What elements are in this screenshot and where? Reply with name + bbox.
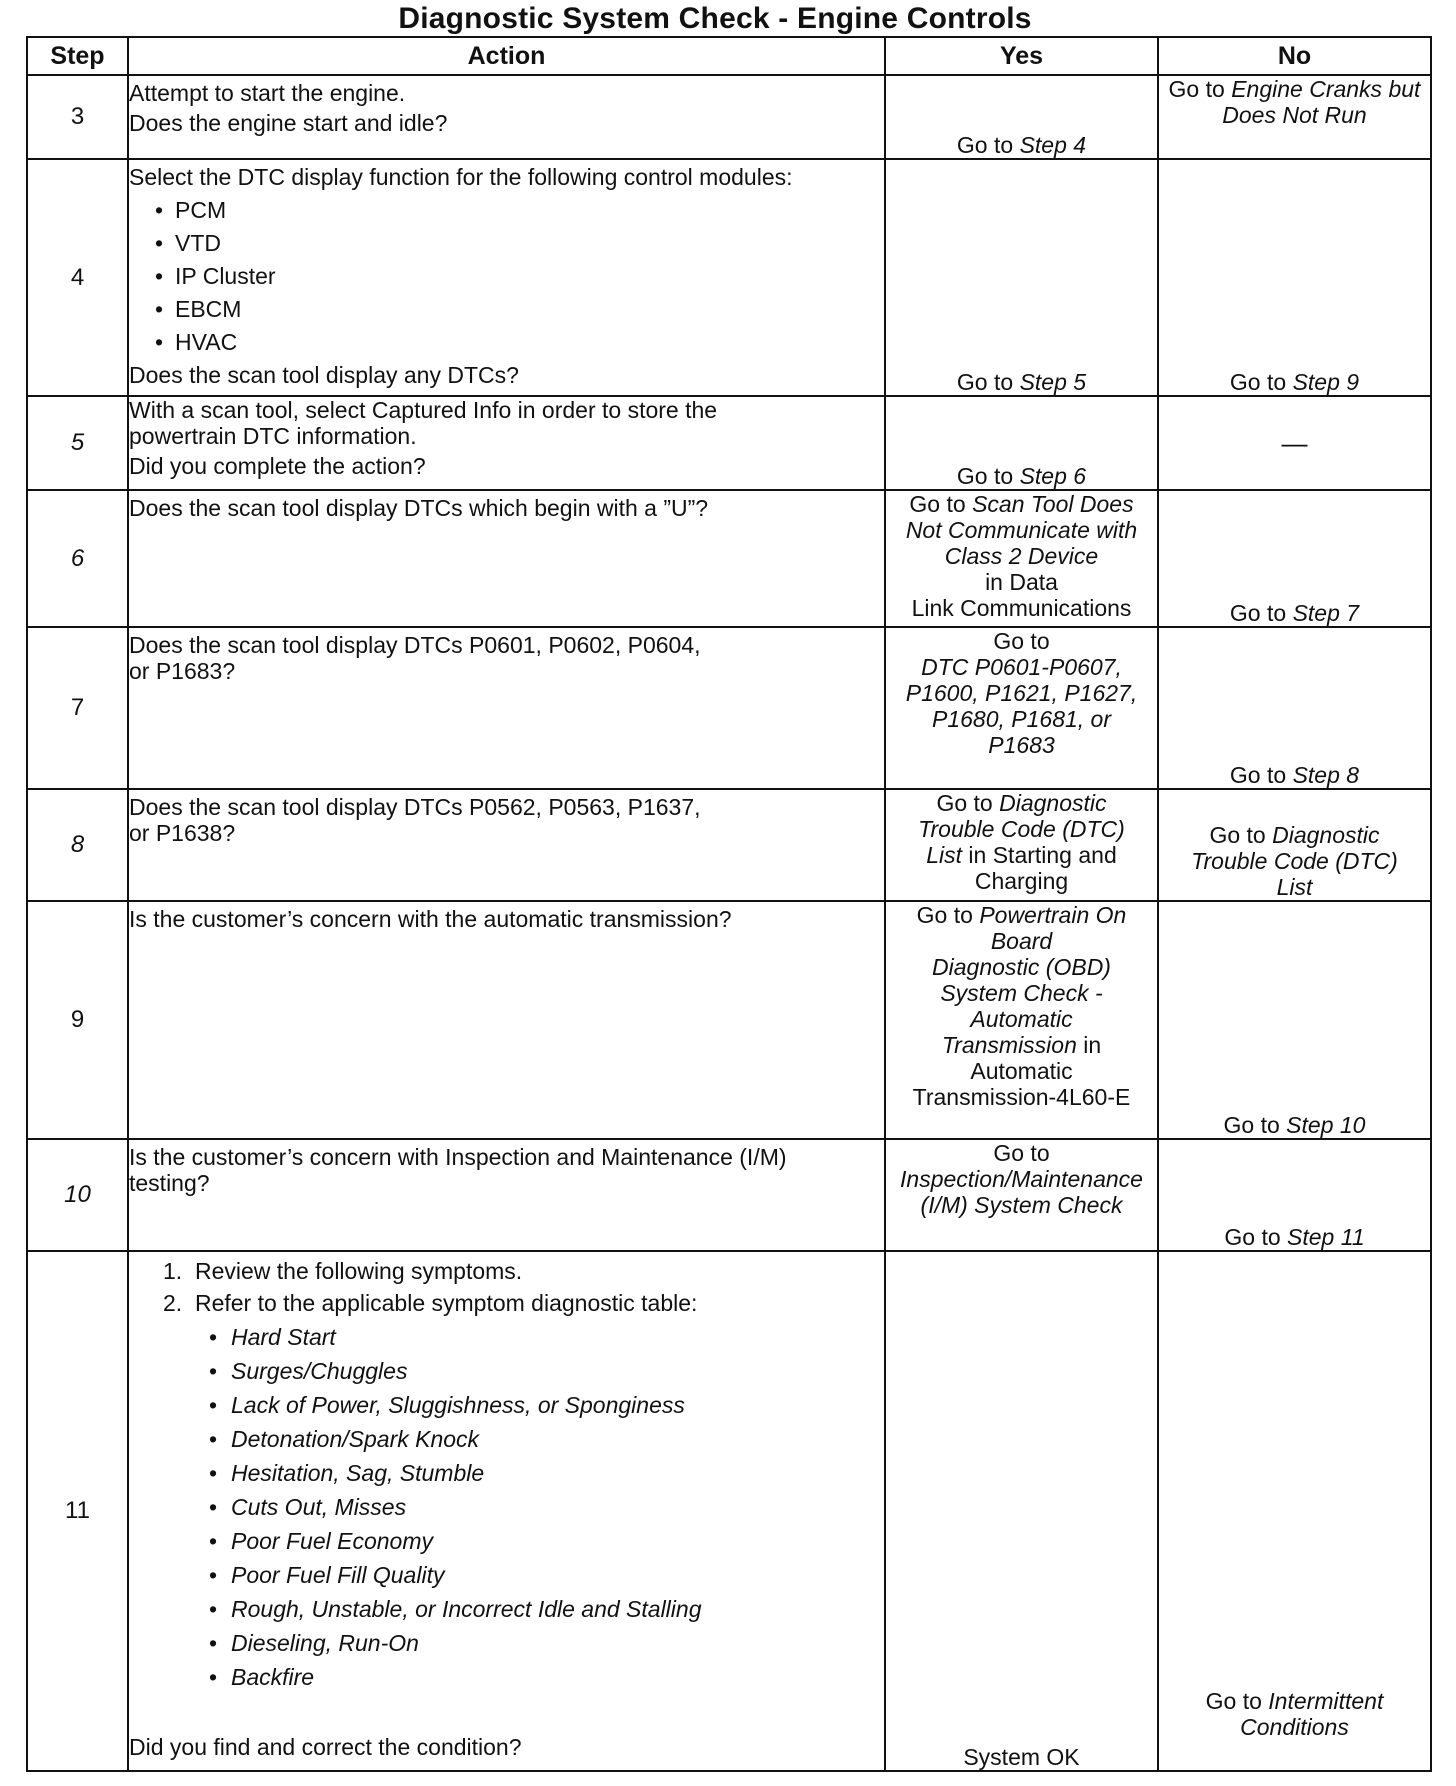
no-cell (1158, 396, 1431, 490)
no-link[interactable]: Conditions (1240, 1714, 1349, 1740)
symptom-list (163, 1324, 884, 1690)
yes-cell (885, 901, 1158, 1139)
action-text: Attempt to start the engine. (129, 80, 406, 106)
step-number: 3 (27, 75, 128, 159)
yes-link[interactable]: Class 2 Device (944, 543, 1099, 569)
action-question: Does the scan tool display any DTCs? (129, 362, 519, 388)
yes-link[interactable]: Diagnostic (999, 790, 1107, 816)
no-link[interactable]: Step 10 (1286, 1112, 1366, 1138)
header-no: No (1158, 37, 1431, 75)
yes-link[interactable]: (I/M) System Check (920, 1192, 1123, 1218)
go-to-label: Go to (936, 790, 993, 816)
yes-text: System OK (963, 1744, 1080, 1770)
no-cell (1158, 159, 1431, 396)
yes-link[interactable]: List (926, 842, 963, 868)
no-cell (1158, 789, 1431, 901)
go-to-label: Go to (993, 1140, 1050, 1166)
not-applicable-dash: — (1281, 427, 1308, 458)
yes-link[interactable]: P1600, P1621, P1627, (905, 680, 1138, 706)
yes-link[interactable]: Scan Tool Does (972, 491, 1134, 517)
list-item: • VTD (155, 230, 884, 256)
no-link[interactable]: Step 8 (1292, 762, 1360, 788)
symptom-link[interactable]: • Hesitation, Sag, Stumble (209, 1460, 884, 1486)
yes-link[interactable]: Trouble Code (DTC) (918, 816, 1125, 842)
table-row-step-7 (27, 627, 1431, 789)
yes-link[interactable]: Step 6 (1019, 463, 1087, 489)
table-row-step-6 (27, 490, 1431, 627)
action-question: Does the engine start and idle? (129, 110, 448, 136)
yes-text: Charging (974, 868, 1069, 894)
table-row-step-4 (27, 159, 1431, 396)
table-row-step-5 (27, 396, 1431, 490)
table-row-step-3 (27, 75, 1431, 159)
yes-cell (885, 159, 1158, 396)
no-link[interactable]: Trouble Code (DTC) (1191, 848, 1398, 874)
no-link[interactable]: Step 7 (1292, 600, 1360, 626)
instruction-list (129, 1258, 884, 1690)
yes-text: Transmission-4L60-E (912, 1084, 1131, 1110)
action-cell (128, 490, 885, 627)
header-action: Action (128, 37, 885, 75)
yes-link[interactable]: P1680, P1681, or (931, 706, 1112, 732)
instruction-text: Review the following symptoms. (194, 1258, 523, 1284)
action-cell (128, 1139, 885, 1251)
action-question: Does the scan tool display DTCs which begin with a ”U”? (129, 495, 709, 521)
action-question: testing? (129, 1170, 210, 1196)
step-number: 10 (27, 1139, 128, 1251)
no-cell (1158, 490, 1431, 627)
yes-cell (885, 627, 1158, 789)
yes-link[interactable]: System Check - (940, 980, 1103, 1006)
symptom-link[interactable]: • Surges/Chuggles (209, 1358, 884, 1384)
symptom-link[interactable]: • Dieseling, Run-On (209, 1630, 884, 1656)
page-title: Diagnostic System Check - Engine Controls (398, 2, 1032, 35)
no-link[interactable]: Diagnostic (1272, 822, 1380, 848)
yes-link[interactable]: Step 5 (1019, 369, 1087, 395)
symptom-link[interactable]: • Rough, Unstable, or Incorrect Idle and Stalling (209, 1596, 884, 1622)
yes-link[interactable]: Automatic (970, 1006, 1073, 1032)
yes-link[interactable]: Inspection/Maintenance (900, 1166, 1143, 1192)
action-question: Does the scan tool display DTCs P0562, P0563, P1637, (129, 794, 701, 820)
symptom-link[interactable]: • Hard Start (209, 1324, 884, 1350)
table-row-step-10 (27, 1139, 1431, 1251)
diagnostic-table (26, 36, 1432, 1772)
go-to-label: Go to (916, 902, 973, 928)
step-number: 11 (27, 1251, 128, 1771)
yes-link[interactable]: DTC P0601-P0607, (921, 654, 1122, 680)
action-question: Did you complete the action? (129, 453, 426, 479)
go-to-label: Go to (956, 463, 1014, 489)
no-link[interactable]: List (1276, 874, 1313, 900)
yes-text: in Starting and (968, 842, 1117, 868)
table-row-step-8 (27, 789, 1431, 901)
yes-link[interactable]: Powertrain On (979, 902, 1127, 928)
go-to-label: Go to (1229, 600, 1287, 626)
no-cell (1158, 1251, 1431, 1771)
action-question: Does the scan tool display DTCs P0601, P0602, P0604, (129, 632, 701, 658)
yes-link[interactable]: Not Communicate with (905, 517, 1138, 543)
step-number: 8 (27, 789, 128, 901)
step-number: 5 (27, 396, 128, 490)
no-cell (1158, 1139, 1431, 1251)
symptom-link[interactable]: • Backfire (209, 1664, 884, 1690)
go-to-label: Go to (956, 132, 1014, 158)
yes-cell (885, 490, 1158, 627)
action-text: Select the DTC display function for the following control modules: (129, 164, 793, 190)
yes-cell (885, 1251, 1158, 1771)
yes-text: Automatic (970, 1058, 1073, 1084)
yes-link[interactable]: Transmission (941, 1032, 1077, 1058)
module-list (129, 197, 884, 355)
action-cell (128, 789, 885, 901)
action-question: Did you find and correct the condition? (129, 1734, 522, 1760)
action-question: Is the customer’s concern with the automatic transmission? (129, 906, 732, 932)
yes-text: in Data (985, 569, 1058, 595)
yes-link[interactable]: Step 4 (1019, 132, 1087, 158)
yes-text: in (1083, 1032, 1102, 1058)
action-text: powertrain DTC information. (129, 423, 417, 449)
action-cell (128, 901, 885, 1139)
step-number: 9 (27, 901, 128, 1139)
action-cell (128, 1251, 885, 1771)
yes-cell (885, 789, 1158, 901)
go-to-label: Go to (1224, 1224, 1281, 1250)
list-item: • PCM (155, 197, 884, 223)
go-to-label: Go to (956, 369, 1014, 395)
step-number: 6 (27, 490, 128, 627)
action-cell (128, 159, 885, 396)
action-text: With a scan tool, select Captured Info in order to store the (129, 397, 718, 423)
list-item: • IP Cluster (155, 263, 884, 289)
no-cell (1158, 627, 1431, 789)
header-row (27, 37, 1431, 75)
action-cell (128, 627, 885, 789)
yes-cell (885, 75, 1158, 159)
yes-link[interactable]: Diagnostic (OBD) (932, 954, 1111, 980)
symptom-link[interactable]: • Poor Fuel Fill Quality (209, 1562, 884, 1588)
no-link[interactable]: Step 9 (1292, 369, 1360, 395)
go-to-label: Go to (993, 628, 1050, 654)
list-item: • EBCM (155, 296, 884, 322)
step-number: 4 (27, 159, 128, 396)
yes-cell (885, 1139, 1158, 1251)
table-row-step-9 (27, 901, 1431, 1139)
action-cell (128, 396, 885, 490)
symptom-link[interactable]: • Lack of Power, Sluggishness, or Sponginess (209, 1392, 884, 1418)
action-question: or P1683? (129, 658, 236, 684)
header-yes: Yes (885, 37, 1158, 75)
list-item: • HVAC (155, 329, 884, 355)
yes-link[interactable]: Board (990, 928, 1053, 954)
table-row-step-11 (27, 1251, 1431, 1771)
yes-text: Link Communications (911, 595, 1132, 621)
no-cell (1158, 901, 1431, 1139)
instruction-text: Refer to the applicable symptom diagnostic table: (194, 1290, 698, 1316)
symptom-link[interactable]: • Cuts Out, Misses (209, 1494, 884, 1520)
symptom-link[interactable]: • Detonation/Spark Knock (209, 1426, 884, 1452)
no-cell (1158, 75, 1431, 159)
go-to-label: Go to (1168, 76, 1225, 102)
go-to-label: Go to (1229, 369, 1287, 395)
list-item: 2. Refer to the applicable symptom diagnostic table: • Hard Start • Surges/Chuggles • Lack of Power, Sluggishness, or Sponginess • Detonation/Spark Knock • Hesitation, Sag, Stumble • Cuts Out, Misses • Poor Fuel Economy • Poor Fuel Fill Quality • Rough, Unstable, or Incorrect Idle and Stalling • Dieseling, Run-On • Backfire (163, 1290, 884, 1690)
go-to-label: Go to (1223, 1112, 1280, 1138)
symptom-link[interactable]: • Poor Fuel Economy (209, 1528, 884, 1554)
no-link[interactable]: Engine Cranks but Does Not Run (1222, 76, 1421, 128)
yes-link[interactable]: P1683 (988, 732, 1055, 758)
header-step: Step (27, 37, 128, 75)
step-number: 7 (27, 627, 128, 789)
go-to-label: Go to (1209, 822, 1266, 848)
action-question: or P1638? (129, 820, 236, 846)
go-to-label: Go to (909, 491, 966, 517)
yes-cell (885, 396, 1158, 490)
no-link[interactable]: Step 11 (1287, 1224, 1365, 1250)
action-question: Is the customer’s concern with Inspection and Maintenance (I/M) (129, 1144, 787, 1170)
action-cell (128, 75, 885, 159)
go-to-label: Go to (1205, 1688, 1262, 1714)
list-item: 1. Review the following symptoms. (163, 1258, 523, 1284)
no-link[interactable]: Intermittent (1268, 1688, 1384, 1714)
go-to-label: Go to (1229, 762, 1287, 788)
